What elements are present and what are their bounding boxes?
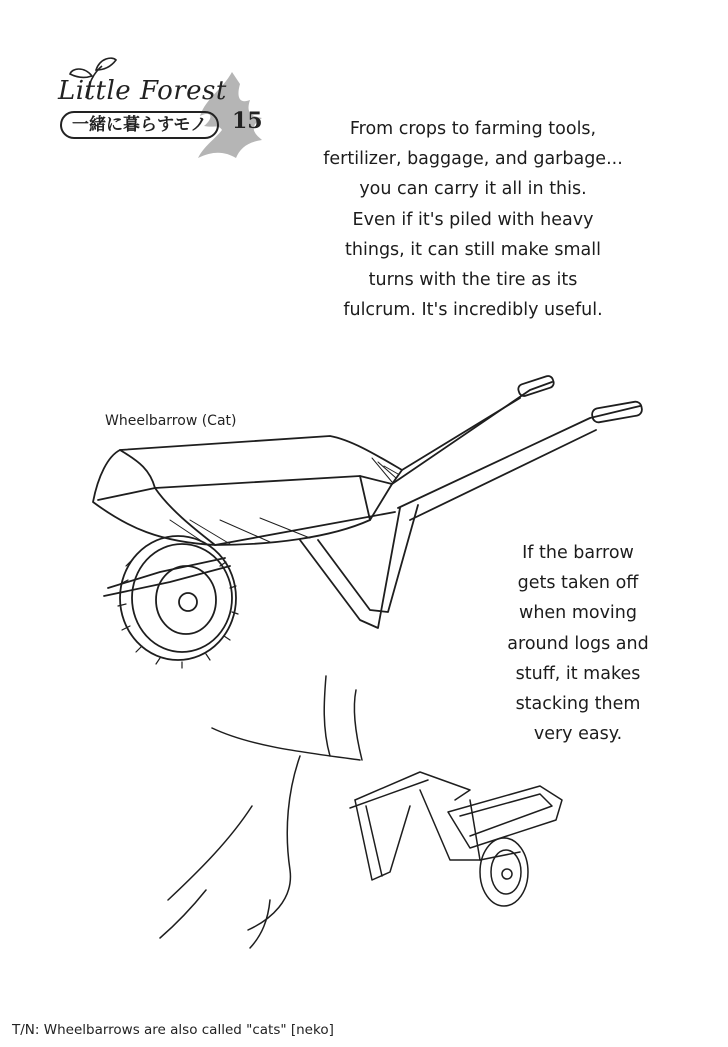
- caption-bottom: [494, 538, 662, 749]
- caption-line: you can carry it all in this.: [359, 179, 587, 200]
- caption-line: when moving: [519, 603, 637, 624]
- caption-line: From crops to farming tools,: [349, 119, 597, 139]
- caption-top: [314, 114, 632, 325]
- caption-line: turns with the tire as its: [368, 270, 578, 291]
- translator-note: T/N: Wheelbarrows are also called "cats" [neko]: [12, 1022, 334, 1038]
- chapter-number: 15: [232, 108, 263, 134]
- caption-line: fulcrum. It's incredibly useful.: [343, 300, 603, 321]
- wheelbarrow-label: Wheelbarrow (Cat): [105, 413, 237, 429]
- caption-line: stuff, it makes: [515, 663, 641, 684]
- caption-line: fertilizer, baggage, and garbage...: [323, 149, 623, 170]
- caption-line: If the barrow: [522, 543, 634, 563]
- series-logo: [52, 66, 282, 166]
- logo-title: Little Forest: [58, 76, 227, 106]
- caption-line: gets taken off: [517, 573, 639, 594]
- caption-line: stacking them: [515, 694, 641, 715]
- caption-line: Even if it's piled with heavy: [352, 209, 594, 230]
- caption-line: around logs and: [507, 633, 649, 654]
- caption-line: very easy.: [533, 724, 623, 745]
- caption-line: things, it can still make small: [345, 239, 601, 260]
- logo-subtitle: 一緒に暮らすモノ: [60, 111, 219, 139]
